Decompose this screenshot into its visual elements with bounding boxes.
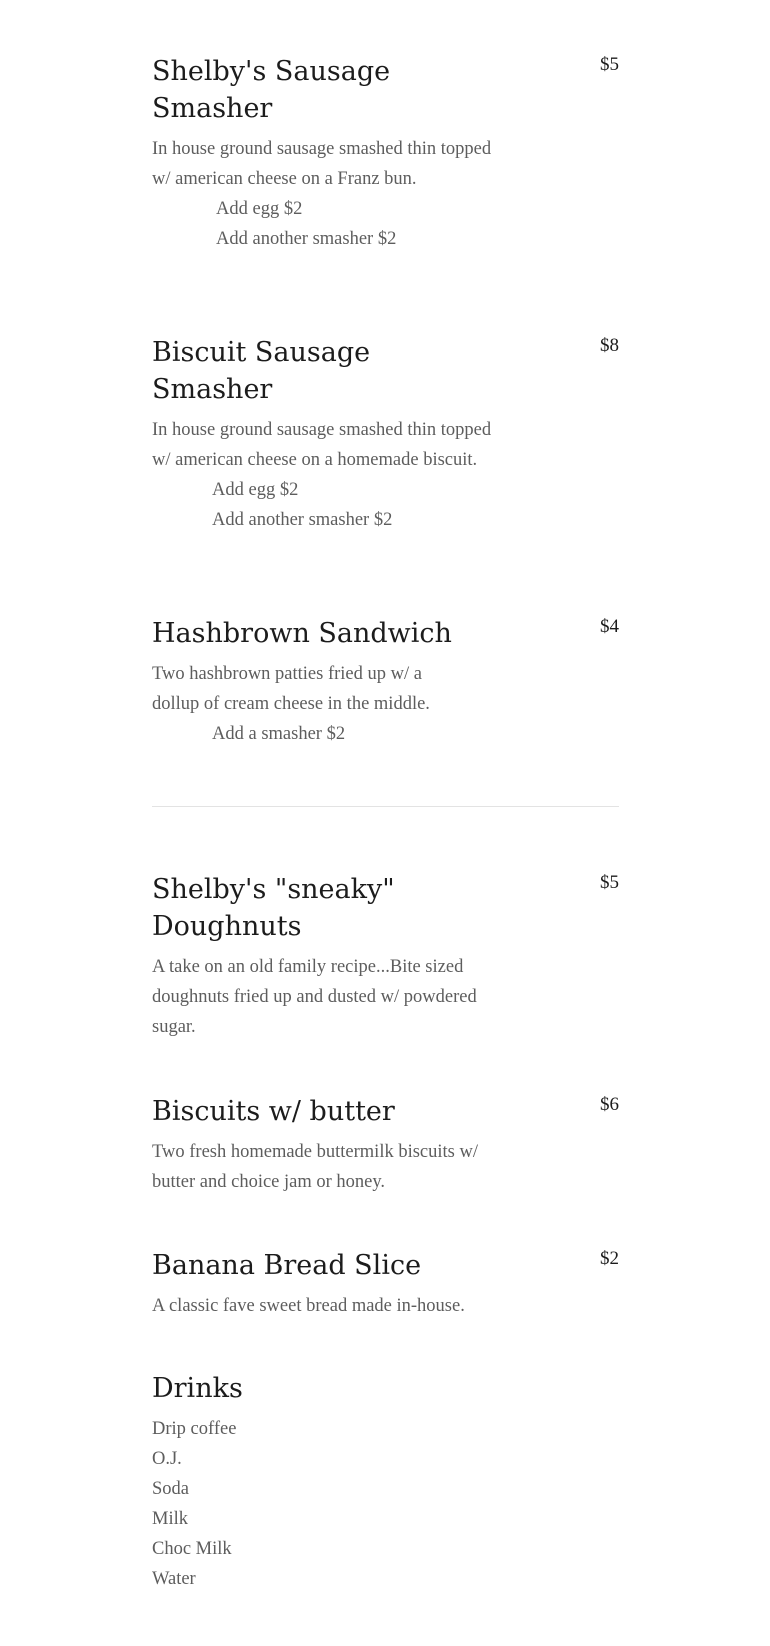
menu-item-banana-bread (152, 1247, 619, 1321)
item-title: Biscuit Sausage Smasher (152, 337, 371, 405)
item-addon: Add another smasher $2 (212, 510, 393, 530)
item-title: Shelby's Sausage Smasher (152, 56, 391, 124)
item-price: $6 (600, 1094, 619, 1115)
drinks-section (152, 1370, 619, 1594)
menu-item-biscuits-butter (152, 1093, 619, 1197)
drinks-list (152, 1414, 619, 1594)
item-description: In house ground sausage smashed thin topped w/ american cheese on a Franz bun. (152, 139, 492, 189)
item-price: $2 (600, 1248, 619, 1269)
item-description: Two hashbrown patties fried up w/ a dollup of cream cheese in the middle. (152, 664, 430, 714)
menu-item-biscuit-sausage-smasher (152, 334, 619, 535)
menu-item-sausage-smasher (152, 53, 619, 254)
section-divider (152, 806, 619, 807)
item-price: $4 (600, 616, 619, 637)
item-price: $5 (600, 872, 619, 893)
item-title: Hashbrown Sandwich (152, 618, 452, 649)
item-title: Shelby's "sneaky" Doughnuts (152, 874, 395, 942)
item-title: Banana Bread Slice (152, 1250, 422, 1281)
item-price: $5 (600, 54, 619, 75)
item-addon: Add egg $2 (216, 199, 303, 219)
menu-item-hashbrown-sandwich (152, 615, 619, 749)
item-title: Biscuits w/ butter (152, 1096, 395, 1127)
item-price: $8 (600, 335, 619, 356)
drink-item: Choc Milk (152, 1539, 232, 1559)
item-addon: Add another smasher $2 (216, 229, 397, 249)
drinks-title: Drinks (152, 1373, 243, 1404)
item-description: A classic fave sweet bread made in-house. (152, 1296, 465, 1316)
item-addon: Add a smasher $2 (212, 724, 346, 744)
item-description: A take on an old family recipe...Bite sized doughnuts fried up and dusted w/ powdered sugar. (152, 957, 477, 1037)
drink-item: Milk (152, 1509, 188, 1529)
drink-item: Drip coffee (152, 1419, 237, 1439)
drink-item: Soda (152, 1479, 189, 1499)
drink-item: Water (152, 1569, 196, 1589)
item-description: Two fresh homemade buttermilk biscuits w/ butter and choice jam or honey. (152, 1142, 478, 1192)
menu-item-sneaky-doughnuts (152, 871, 619, 1042)
item-description: In house ground sausage smashed thin topped w/ american cheese on a homemade biscuit. (152, 420, 492, 470)
item-addon: Add egg $2 (212, 480, 299, 500)
drink-item: O.J. (152, 1449, 182, 1469)
